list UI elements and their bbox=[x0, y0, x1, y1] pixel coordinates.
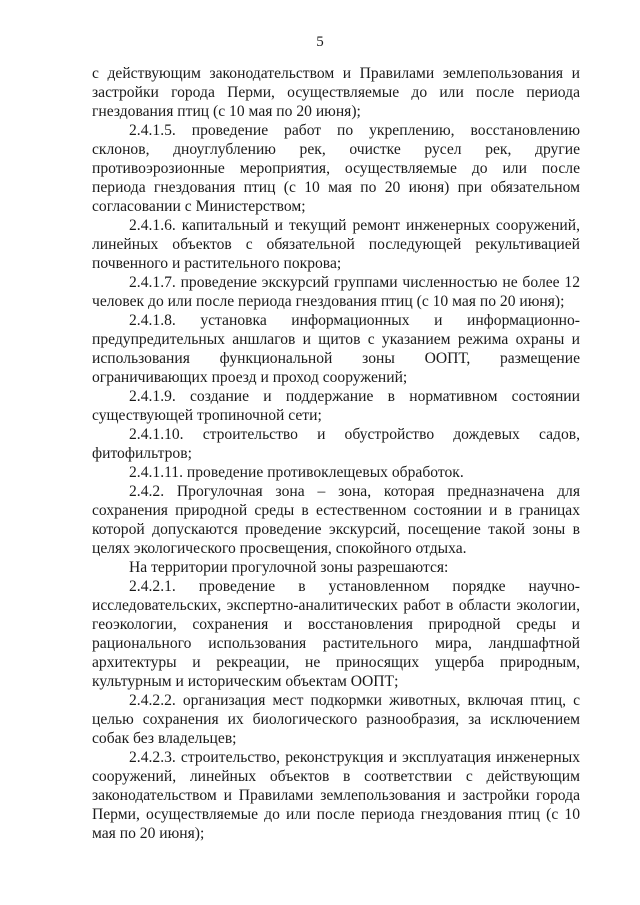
paragraph-2-4-1-7: 2.4.1.7. проведение экскурсий группами численностью не более 12 человек до или после периода гнездования птиц (с 10 мая по 20 июня); bbox=[92, 274, 580, 310]
paragraph-2-4-2-1: 2.4.2.1. проведение в установленном порядке научно-исследовательских, экспертно-аналитических работ в области экологии, геоэкологии, сохранения и восстановления природной среды и рационального использования растительного мира, ландшафтной архитектуры и рекреации, не приносящих ущерба природным, культурным и историческим объектам ООПТ; bbox=[92, 578, 580, 690]
paragraph-2-4-2: 2.4.2. Прогулочная зона – зона, которая предназначена для сохранения природной среды в естественном состоянии и в границах которой допускаются проведение экскурсий, посещение такой зоны в целях экологического просвещения, спокойного отдыха. bbox=[92, 483, 580, 557]
paragraph-2-4-1-11: 2.4.1.11. проведение противоклещевых обработок. bbox=[129, 464, 464, 481]
paragraph-2-4-1-9: 2.4.1.9. создание и поддержание в нормативном состоянии существующей тропиночной сети; bbox=[92, 388, 580, 424]
page-number: 5 bbox=[316, 34, 324, 50]
paragraph-2-4-1-6: 2.4.1.6. капитальный и текущий ремонт инженерных сооружений, линейных объектов с обязательной последующей рекультивацией почвенного и растительного покрова; bbox=[92, 217, 580, 272]
paragraph-2-4-2-3: 2.4.2.3. строительство, реконструкция и эксплуатация инженерных сооружений, линейных объектов в соответствии с действующим законодательством и Правилами землепользования и застройки города Перми, осуществляемые до или после периода гнездования птиц (с 10 мая по 20 июня); bbox=[92, 749, 580, 842]
document-body bbox=[92, 64, 580, 843]
paragraph-2-4-1-5: 2.4.1.5. проведение работ по укреплению, восстановлению склонов, дноуглублению рек, очистке русел рек, другие противоэрозионные мероприятия, осуществляемые до или после периода гнездования птиц (с 10 мая по 20 июня) при обязательном согласовании с Министерством; bbox=[92, 122, 580, 215]
paragraph-2-4-1-10: 2.4.1.10. строительство и обустройство дождевых садов, фитофильтров; bbox=[92, 426, 580, 462]
paragraph-continuation: с действующим законодательством и Правилами землепользования и застройки города Перми, осуществляемые до или после периода гнездования птиц (с 10 мая по 20 июня); bbox=[92, 65, 580, 120]
paragraph-walking-zone-allowed: На территории прогулочной зоны разрешаются: bbox=[129, 559, 449, 576]
paragraph-2-4-1-8: 2.4.1.8. установка информационных и информационно-предупредительных аншлагов и щитов с указанием режима охраны и использования функциональной зоны ООПТ, размещение ограничивающих проезд и проход сооружений; bbox=[92, 312, 580, 386]
paragraph-2-4-2-2: 2.4.2.2. организация мест подкормки животных, включая птиц, с целью сохранения их биологического разнообразия, за исключением собак без владельцев; bbox=[92, 692, 580, 747]
